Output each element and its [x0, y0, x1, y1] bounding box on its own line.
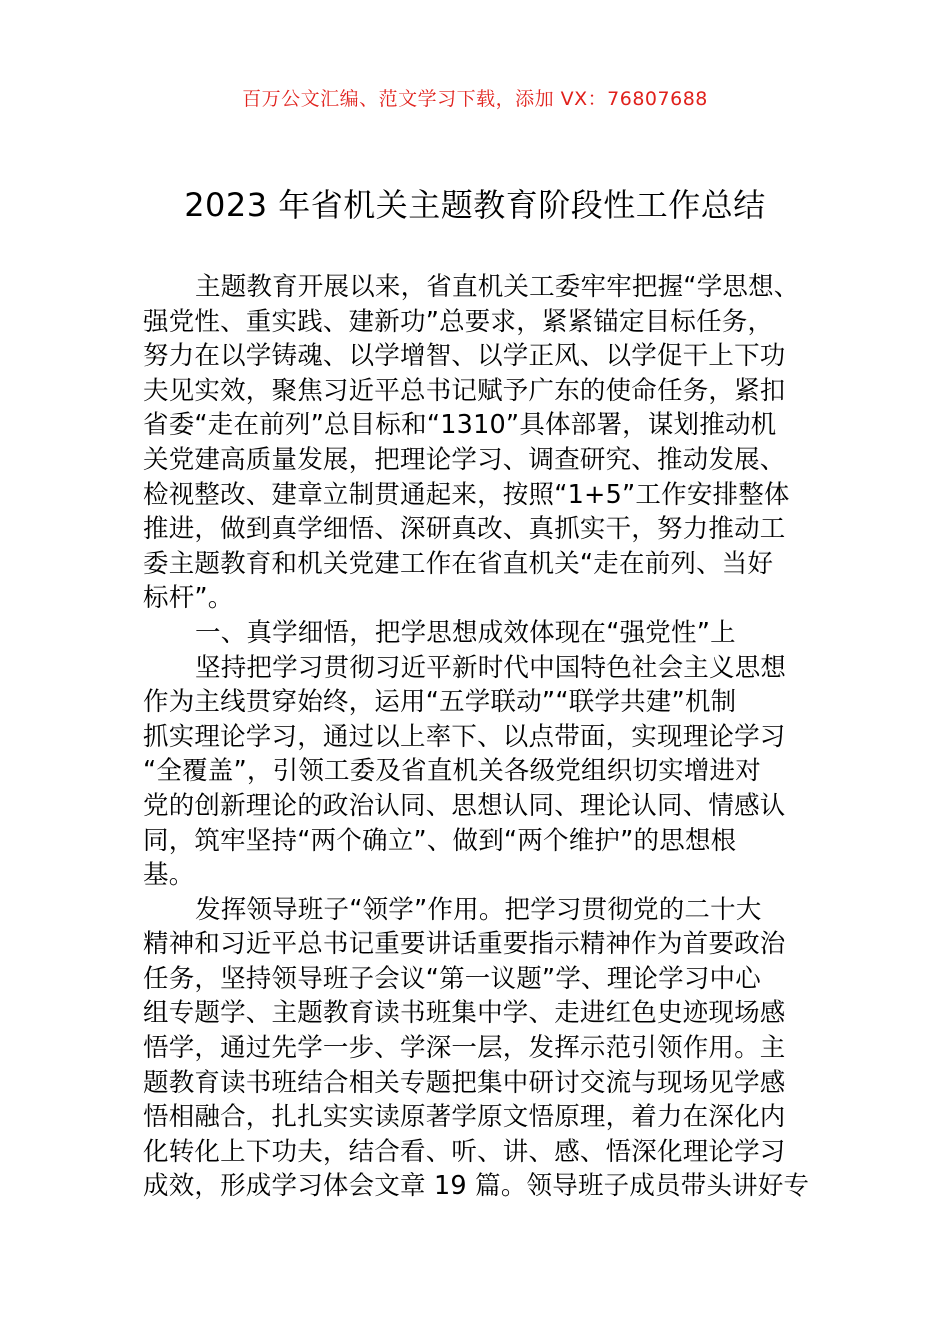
- body-line: 基。: [143, 860, 195, 891]
- body-line: 成效，形成学习体会文章 19 篇。领导班子成员带头讲好专: [143, 1171, 809, 1202]
- body-line: 抓实理论学习，通过以上率下、以点带面，实现理论学习: [143, 721, 786, 752]
- body-line: 坚持把学习贯彻习近平新时代中国特色社会主义思想: [195, 652, 787, 683]
- body-line: 检视整改、建章立制贯通起来，按照“1+5”工作安排整体: [143, 479, 790, 510]
- body-line: 夫见实效，聚焦习近平总书记赋予广东的使命任务，紧扣: [143, 375, 786, 406]
- body-line: 作为主线贯穿始终，运用“五学联动”“联学共建”机制: [143, 687, 737, 718]
- body-line: 强党性、重实践、建新功”总要求，紧紧锚定目标任务，: [143, 306, 774, 337]
- section-heading: 一、真学细悟，把学思想成效体现在“强党性”上: [195, 617, 736, 648]
- body-line: 悟相融合，扎扎实实读原著学原文悟原理，着力在深化内: [143, 1102, 786, 1133]
- watermark-banner: 百万公文汇编、范文学习下载，添加 VX：76807688: [242, 88, 708, 110]
- body-line: 发挥领导班子“领学”作用。把学习贯彻党的二十大: [195, 894, 762, 925]
- body-line: “全覆盖”，引领工委及省直机关各级党组织切实增进对: [143, 756, 761, 787]
- body-line: 任务，坚持领导班子会议“第一议题”学、理论学习中心: [143, 963, 761, 994]
- body-line: 委主题教育和机关党建工作在省直机关“走在前列、当好: [143, 548, 774, 579]
- body-line: 标杆”。: [143, 583, 234, 614]
- body-line: 省委“走在前列”总目标和“1310”具体部署，谋划推动机: [143, 410, 777, 441]
- body-line: 精神和习近平总书记重要讲话重要指示精神作为首要政治: [143, 929, 786, 960]
- body-line: 党的创新理论的政治认同、思想认同、理论认同、情感认: [143, 790, 786, 821]
- document-title: 2023 年省机关主题教育阶段性工作总结: [184, 186, 766, 224]
- document-body: [143, 270, 809, 1204]
- body-line: 同，筑牢坚持“两个确立”、做到“两个维护”的思想根: [143, 825, 737, 856]
- body-line: 悟学，通过先学一步、学深一层，发挥示范引领作用。主: [143, 1033, 786, 1064]
- body-line: 组专题学、主题教育读书班集中学、走进红色史迹现场感: [143, 998, 786, 1029]
- body-line: 化转化上下功夫，结合看、听、讲、感、悟深化理论学习: [143, 1136, 786, 1167]
- body-line: 主题教育开展以来，省直机关工委牢牢把握“学思想、: [195, 272, 800, 302]
- body-line: 推进，做到真学细悟、深研真改、真抓实干，努力推动工: [143, 514, 786, 545]
- body-line: 努力在以学铸魂、以学增智、以学正风、以学促干上下功: [143, 341, 786, 372]
- body-line: 题教育读书班结合相关专题把集中研讨交流与现场见学感: [143, 1067, 786, 1098]
- body-line: 关党建高质量发展，把理论学习、调查研究、推动发展、: [143, 444, 786, 475]
